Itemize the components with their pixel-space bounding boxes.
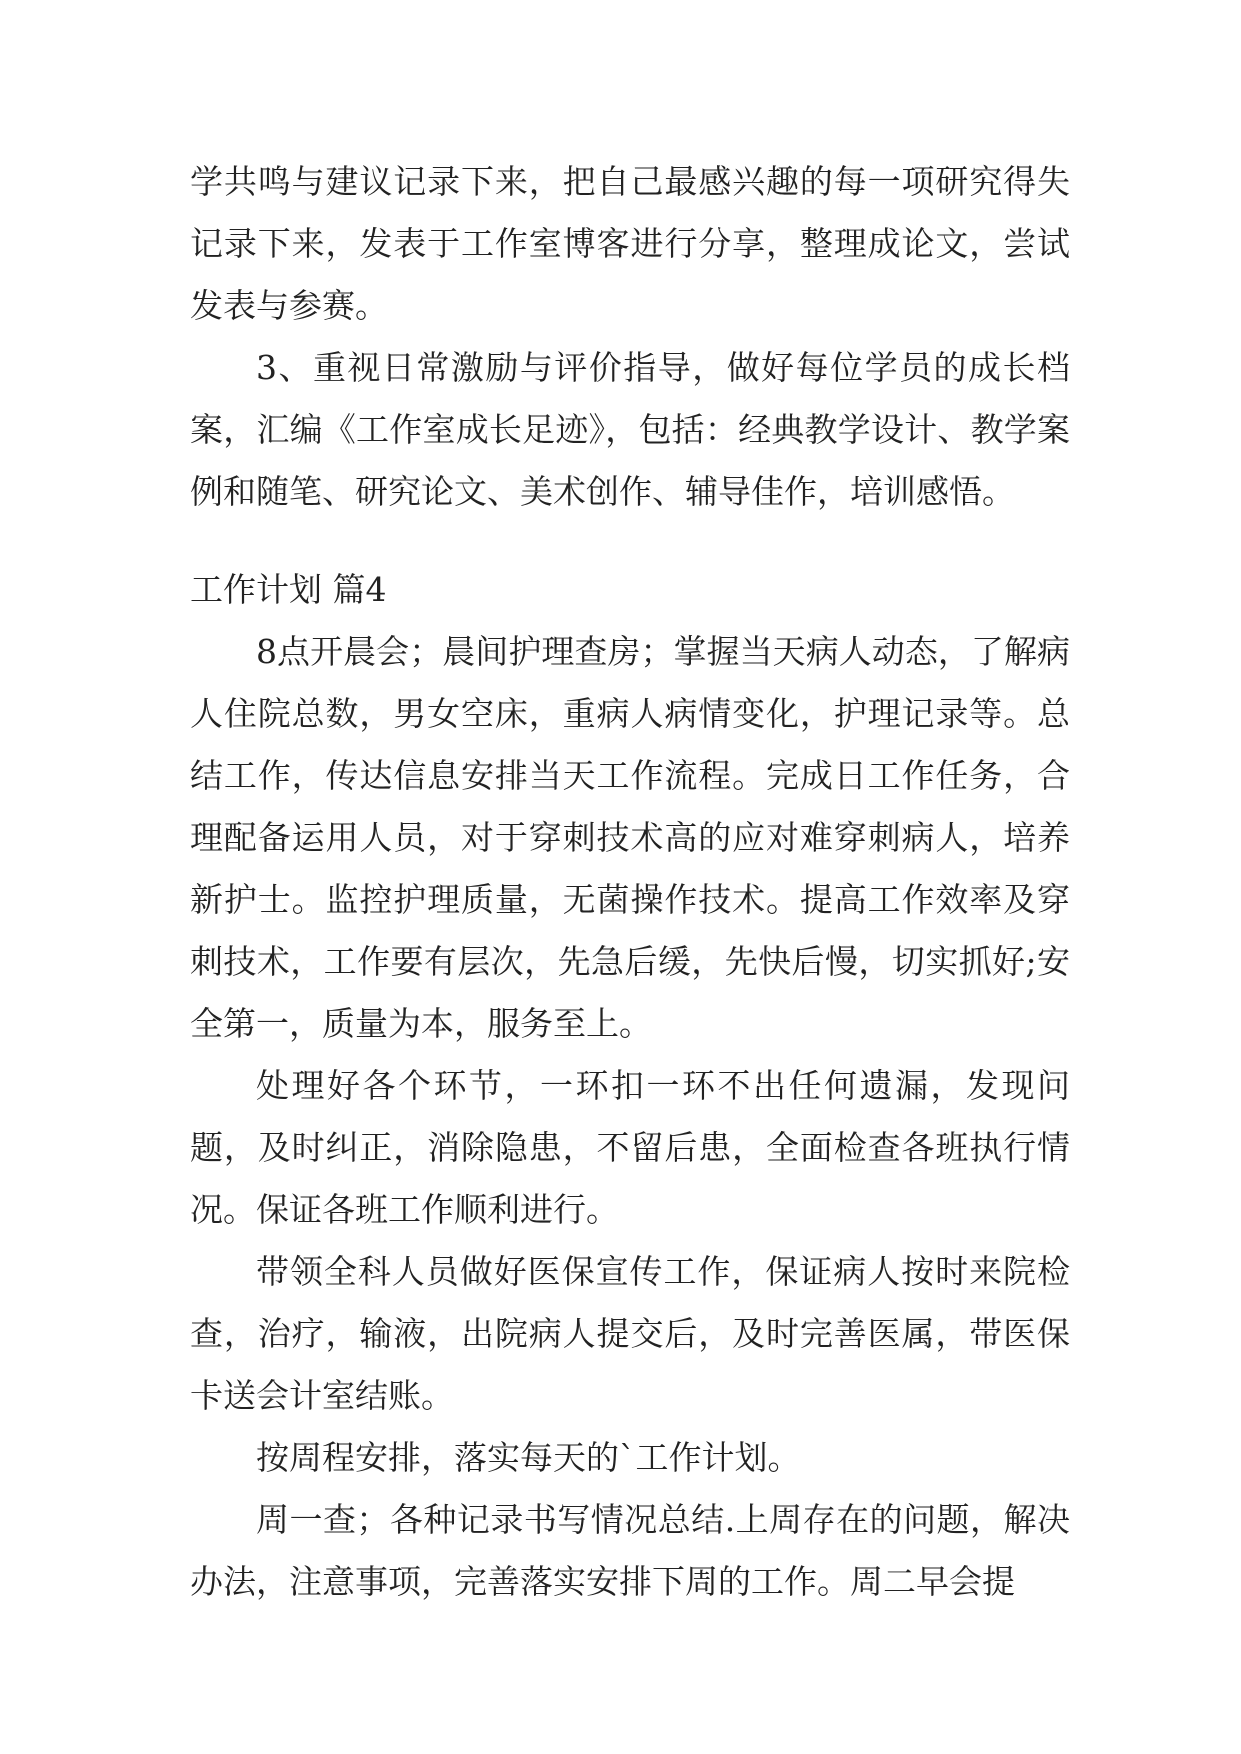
- paragraph-continuation: 学共鸣与建议记录下来，把自己最感兴趣的每一项研究得失记录下来，发表于工作室博客进行分享，整理成论文，尝试发表与参赛。: [190, 162, 1070, 325]
- paragraph-weekly-schedule: 按周程安排，落实每天的`工作计划。: [256, 1438, 801, 1477]
- paragraph-item-3: 3、重视日常激励与评价指导，做好每位学员的成长档案，汇编《工作室成长足迹》，包括：经典教学设计、教学案例和随笔、研究论文、美术创作、辅导佳作，培训感悟。: [190, 348, 1070, 511]
- section-heading: 工作计划 篇4: [190, 570, 387, 609]
- document-body: [190, 151, 1070, 1613]
- paragraph-morning-meeting: 8点开晨会；晨间护理查房；掌握当天病人动态，了解病人住院总数，男女空床，重病人病情变化，护理记录等。总结工作，传达信息安排当天工作流程。完成日工作任务，合理配备运用人员，对于穿刺技术高的应对难穿刺病人，培养新护士。监控护理质量，无菌操作技术。提高工作效率及穿刺技术，工作要有层次，先急后缓，先快后慢，切实抓好;安全第一，质量为本，服务至上。: [190, 632, 1070, 1043]
- paragraph-medical-insurance: 带领全科人员做好医保宣传工作，保证病人按时来院检查，治疗，输液，出院病人提交后，及时完善医属，带医保卡送会计室结账。: [190, 1252, 1070, 1415]
- paragraph-monday: 周一查；各种记录书写情况总结.上周存在的问题，解决办法，注意事项，完善落实安排下周的工作。周二早会提: [190, 1500, 1070, 1601]
- paragraph-handle-links: 处理好各个环节，一环扣一环不出任何遗漏，发现问题，及时纠正，消除隐患，不留后患，全面检查各班执行情况。保证各班工作顺利进行。: [190, 1066, 1070, 1229]
